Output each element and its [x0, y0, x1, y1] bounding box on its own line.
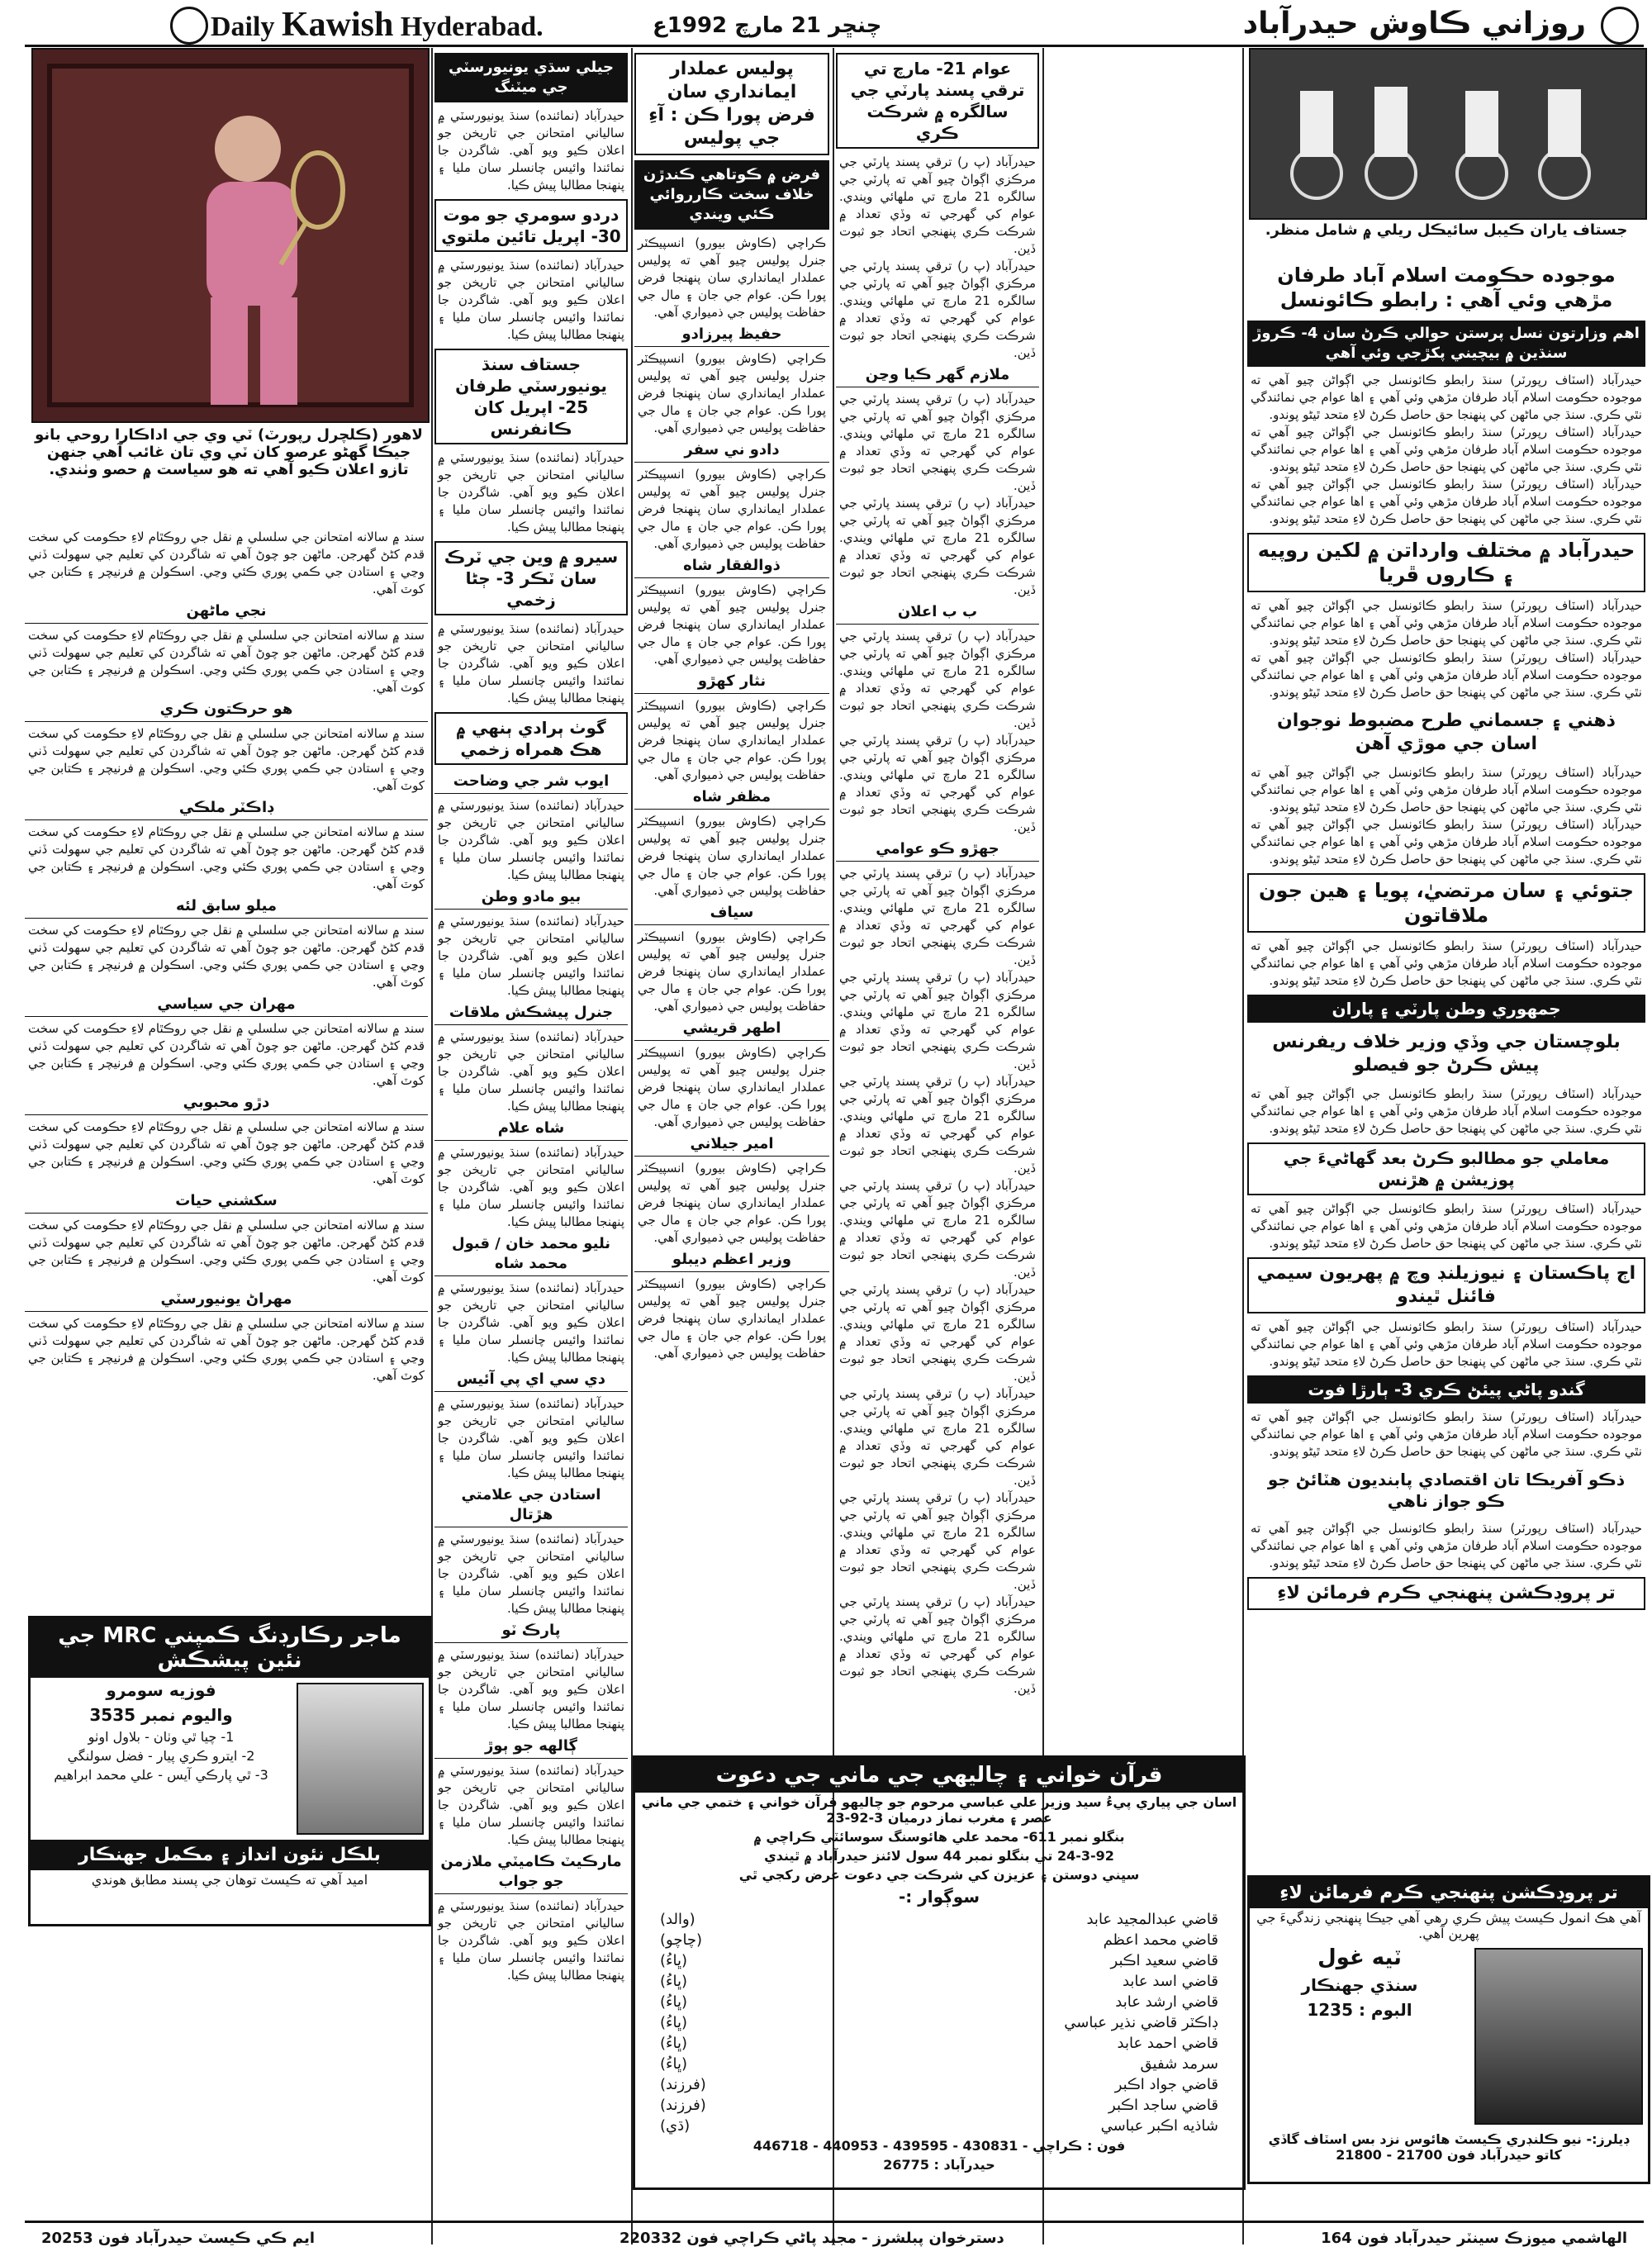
mourner-row — [635, 2033, 1243, 2054]
col1-headline: هو حرڪتون ڪري — [25, 698, 428, 722]
col3-headline: مظفر شاه — [634, 786, 829, 810]
column-5-body: حيدرآباد (اسٽاف رپورٽر) سنڌ رابطو ڪائونسل جي اڳواڻن چيو آهي ته موجوده حڪومت اسلام آباد طرفان مڙهي وئي آهي ۽ اها عوام جي نمائندگي نٿي ڪري. سنڌ جي ماڻهن کي پنهنجا حق حاصل ڪرڻ لاءِ متحد ٿيڻو پوندو. — [1251, 1201, 1642, 1251]
masthead — [25, 5, 1644, 47]
actress-caption-block — [31, 423, 426, 522]
column-2-body: حيدرآباد (نمائنده) سنڌ يونيورسٽي ۾ سالياني امتحانن جي تاريخن جو اعلان ڪيو ويو آهي. شاگردن جا نمائندا وائيس چانسلر سان مليا ۽ پنهنجا مطالبا پيش ڪيا. — [438, 798, 624, 882]
column-2-body: حيدرآباد (نمائنده) سنڌ يونيورسٽي ۾ سالياني امتحانن جي تاريخن جو اعلان ڪيو ويو آهي. شاگردن جا نمائندا وائيس چانسلر سان مليا ۽ پنهنجا مطالبا پيش ڪيا. — [438, 1029, 624, 1114]
production-singer: سنڌي جهنڪار — [1301, 1975, 1418, 1995]
column-1-body: سند ۾ سالانه امتحانن جي سلسلي ۾ نقل جي روڪٿام لاءِ حڪومت کي سخت قدم کڻڻ گهرجن. ماڻهن جو چوڻ آهي ته شاگردن کي تعليم جي سهولت ڏني وڃي ۽ استادن جي ڪمي پوري ڪئي وڃي. اسڪولن ۾ فرنيچر ۽ ڪتابن جي کوٽ آهي. — [28, 824, 425, 891]
col2-headline: بيو مادو وطن — [434, 886, 628, 910]
footer-right: الهاشمي ميوزڪ سينٽر حيدرآباد فون 164 — [1321, 2230, 1627, 2247]
col3-headline: وزير اعظم ديبلو — [634, 1248, 829, 1272]
column-2-body: حيدرآباد (نمائنده) سنڌ يونيورسٽي ۾ سالياني امتحانن جي تاريخن جو اعلان ڪيو ويو آهي. شاگردن جا نمائندا وائيس چانسلر سان مليا ۽ پنهنجا مطالبا پيش ڪيا. — [438, 914, 624, 998]
col5-headline: بلوچستان جي وڏي وزير خلاف ريفرنس پيش ڪرڻ جو فيصلو — [1272, 1032, 1621, 1076]
column-4-body: حيدرآباد (پ ر) ترقي پسند پارٽي جي مرڪزي اڳواڻ چيو آهي ته پارٽي جي سالگره 21 مارچ تي ملهائي ويندي. عوام کي گهرجي ته وڏي تعداد ۾ شرڪت ڪري پنهنجي اتحاد جو ثبوت ڏين. — [839, 1594, 1036, 1696]
col2-headline: مارڪيٽ ڪاميٽي ملازمن جو جواب — [434, 1850, 628, 1894]
col3-headline: دادو ني سفر — [634, 439, 829, 463]
column-4-body: حيدرآباد (پ ر) ترقي پسند پارٽي جي مرڪزي اڳواڻ چيو آهي ته پارٽي جي سالگره 21 مارچ تي ملهائي ويندي. عوام کي گهرجي ته وڏي تعداد ۾ شرڪت ڪري پنهنجي اتحاد جو ثبوت ڏين. — [839, 1178, 1036, 1280]
production-volume: البوم : 1235 — [1307, 2000, 1412, 2020]
column-2-body: حيدرآباد (نمائنده) سنڌ يونيورسٽي ۾ سالياني امتحانن جي تاريخن جو اعلان ڪيو ويو آهي. شاگردن جا نمائندا وائيس چانسلر سان مليا ۽ پنهنجا مطالبا پيش ڪيا. — [438, 1647, 624, 1731]
column-2-body: حيدرآباد (نمائنده) سنڌ يونيورسٽي ۾ سالياني امتحانن جي تاريخن جو اعلان ڪيو ويو آهي. شاگردن جا نمائندا وائيس چانسلر سان مليا ۽ پنهنجا مطالبا پيش ڪيا. — [438, 621, 624, 705]
column-2-body: حيدرآباد (نمائنده) سنڌ يونيورسٽي ۾ سالياني امتحانن جي تاريخن جو اعلان ڪيو ويو آهي. شاگردن جا نمائندا وائيس چانسلر سان مليا ۽ پنهنجا مطالبا پيش ڪيا. — [438, 258, 624, 342]
actress-photo-illustration — [33, 50, 428, 421]
english-title-big: Kawish — [281, 6, 394, 44]
col5-lead-headline: موجوده حڪومت اسلام آباد طرفان مڙهي وئي آهي : رابطو ڪائونسل — [1277, 264, 1616, 311]
col2-headline: پارڪ ٽو — [434, 1619, 628, 1643]
column-4-body: حيدرآباد (پ ر) ترقي پسند پارٽي جي مرڪزي اڳواڻ چيو آهي ته پارٽي جي سالگره 21 مارچ تي ملهائي ويندي. عوام کي گهرجي ته وڏي تعداد ۾ شرڪت ڪري پنهنجي اتحاد جو ثبوت ڏين. — [839, 629, 1036, 730]
col2-headline: جنرل پيشڪش ملاقات — [434, 1001, 628, 1025]
actress-photo — [31, 48, 430, 423]
mourner-name: قاضي محمد اعظم — [1103, 1931, 1218, 1949]
col4-headline: جهڙو ڪو عوامي — [836, 838, 1039, 862]
column-4-body: حيدرآباد (پ ر) ترقي پسند پارٽي جي مرڪزي اڳواڻ چيو آهي ته پارٽي جي سالگره 21 مارچ تي ملهائي ويندي. عوام کي گهرجي ته وڏي تعداد ۾ شرڪت ڪري پنهنجي اتحاد جو ثبوت ڏين. — [839, 1490, 1036, 1592]
mourner-row — [635, 1909, 1243, 1930]
col1-headline: ڊاڪٽر ملڪي — [25, 796, 428, 820]
column-rule — [431, 48, 433, 2244]
col2-headline: گوٺ ٻرادي ٻنهي ۾ هڪ همراه زخمي — [434, 712, 628, 765]
mourner-name: قاضي جواد اڪبر — [1114, 2076, 1218, 2093]
column-2-body: حيدرآباد (نمائنده) سنڌ يونيورسٽي ۾ سالياني امتحانن جي تاريخن جو اعلان ڪيو ويو آهي. شاگردن جا نمائندا وائيس چانسلر سان مليا ۽ پنهنجا مطالبا پيش ڪيا. — [438, 1145, 624, 1229]
col3-headline: امير جيلاني — [634, 1133, 829, 1157]
mourners-title: سوڳوار :- — [898, 1887, 980, 1907]
column-3-body: ڪراچي (ڪاوش بيورو) انسپيڪٽر جنرل پوليس چيو آهي ته پوليس عملدار ايمانداري سان پنهنجا فرض پورا ڪن. عوام جي جان ۽ مال جي حفاظت پوليس جي ذميواري آهي. — [638, 1276, 826, 1361]
mourner-row — [635, 1992, 1243, 2012]
col1-headline: نجي ماڻهن — [25, 600, 428, 624]
column-2-body: حيدرآباد (نمائنده) سنڌ يونيورسٽي ۾ سالياني امتحانن جي تاريخن جو اعلان ڪيو ويو آهي. شاگردن جا نمائندا وائيس چانسلر سان مليا ۽ پنهنجا مطالبا پيش ڪيا. — [438, 1763, 624, 1847]
mourner-row — [635, 2074, 1243, 2095]
mourner-name: سرمد شفيق — [1140, 2055, 1218, 2073]
column-3-body: ڪراچي (ڪاوش بيورو) انسپيڪٽر جنرل پوليس چيو آهي ته پوليس عملدار ايمانداري سان پنهنجا فرض پورا ڪن. عوام جي جان ۽ مال جي حفاظت پوليس جي ذميواري آهي. — [638, 351, 826, 435]
mrc-ad-title: ماجر رڪارڊنگ ڪمپني MRC جي نئين پيشڪش — [31, 1618, 429, 1678]
mourner-relation: (چاچو) — [660, 1931, 703, 1949]
column-3-body: ڪراچي (ڪاوش بيورو) انسپيڪٽر جنرل پوليس چيو آهي ته پوليس عملدار ايمانداري سان پنهنجا فرض پورا ڪن. عوام جي جان ۽ مال جي حفاظت پوليس جي ذميواري آهي. — [638, 235, 826, 320]
quran-phone-hyd: حيدرآباد : 26775 — [883, 2157, 995, 2173]
column-1-body: سند ۾ سالانه امتحانن جي سلسلي ۾ نقل جي روڪٿام لاءِ حڪومت کي سخت قدم کڻڻ گهرجن. ماڻهن جو چوڻ آهي ته شاگردن کي تعليم جي سهولت ڏني وڃي ۽ استادن جي ڪمي پوري ڪئي وڃي. اسڪولن ۾ فرنيچر ۽ ڪتابن جي کوٽ آهي. — [28, 1119, 425, 1186]
mourner-row — [635, 1930, 1243, 1950]
mourner-row — [635, 2012, 1243, 2033]
column-5 — [1247, 254, 1645, 1874]
column-3-body: ڪراچي (ڪاوش بيورو) انسپيڪٽر جنرل پوليس چيو آهي ته پوليس عملدار ايمانداري سان پنهنجا فرض پورا ڪن. عوام جي جان ۽ مال جي حفاظت پوليس جي ذميواري آهي. — [638, 467, 826, 551]
mrc-singer: فوزيه سومرو — [106, 1680, 216, 1700]
column-1-body: سند ۾ سالانه امتحانن جي سلسلي ۾ نقل جي روڪٿام لاءِ حڪومت کي سخت قدم کڻڻ گهرجن. ماڻهن جو چوڻ آهي ته شاگردن کي تعليم جي سهولت ڏني وڃي ۽ استادن جي ڪمي پوري ڪئي وڃي. اسڪولن ۾ فرنيچر ۽ ڪتابن جي کوٽ آهي. — [28, 628, 425, 695]
mourners-list — [635, 1909, 1243, 2136]
mourner-relation: (والد) — [660, 1911, 695, 1928]
col1-headline: مهران جي سياسي — [25, 993, 428, 1017]
column-2-body: حيدرآباد (نمائنده) سنڌ يونيورسٽي ۾ سالياني امتحانن جي تاريخن جو اعلان ڪيو ويو آهي. شاگردن جا نمائندا وائيس چانسلر سان مليا ۽ پنهنجا مطالبا پيش ڪيا. — [438, 1396, 624, 1480]
footer-strip — [25, 2221, 1644, 2256]
column-5-body: حيدرآباد (اسٽاف رپورٽر) سنڌ رابطو ڪائونسل جي اڳواڻن چيو آهي ته موجوده حڪومت اسلام آباد طرفان مڙهي وئي آهي ۽ اها عوام جي نمائندگي نٿي ڪري. سنڌ جي ماڻهن کي پنهنجا حق حاصل ڪرڻ لاءِ متحد ٿيڻو پوندو. — [1251, 1319, 1642, 1369]
mourner-name: قاضي ساجد اڪبر — [1108, 2097, 1218, 2114]
col1-headline: سکشني حيات — [25, 1190, 428, 1214]
col2-headline: نليو محمد خان / قبول محمد شاه — [434, 1233, 628, 1276]
column-5-body: حيدرآباد (اسٽاف رپورٽر) سنڌ رابطو ڪائونسل جي اڳواڻن چيو آهي ته موجوده حڪومت اسلام آباد طرفان مڙهي وئي آهي ۽ اها عوام جي نمائندگي نٿي ڪري. سنڌ جي ماڻهن کي پنهنجا حق حاصل ڪرڻ لاءِ متحد ٿيڻو پوندو. — [1251, 477, 1642, 526]
mourner-relation: (ڀاءُ) — [660, 1952, 688, 1969]
column-3-body: ڪراچي (ڪاوش بيورو) انسپيڪٽر جنرل پوليس چيو آهي ته پوليس عملدار ايمانداري سان پنهنجا فرض پورا ڪن. عوام جي جان ۽ مال جي حفاظت پوليس جي ذميواري آهي. — [638, 1045, 826, 1129]
mrc-ad — [28, 1616, 431, 1926]
mourner-name: ڊاڪٽر قاضي نذير عباسي — [1064, 2014, 1218, 2031]
english-title-small: Daily — [211, 12, 275, 42]
col5-headline: گندو پاڻي پيئڻ ڪري 3- ٻارڙا فوت — [1247, 1375, 1645, 1404]
mourner-name: قاضي اسد عابد — [1122, 1973, 1218, 1990]
col2-headline: سيرو ۾ وين جي ٽرڪ سان ٽڪر 3- ڄڻا زخمي — [434, 541, 628, 615]
english-title — [211, 5, 544, 45]
actress-caption: لاهور (ڪلچرل رپورٽ) ٽي وي جي اداڪارا روحي بانو جيڪا گهڻو عرصو کان ٽي وي تان غائب آهي جنهن تازو اعلان ڪيو آهي ته هو سياست ۾ حصو وٺندي. — [35, 426, 423, 478]
issue-date: چنڇر 21 مارچ 1992ع — [653, 13, 882, 38]
column-5-body: حيدرآباد (اسٽاف رپورٽر) سنڌ رابطو ڪائونسل جي اڳواڻن چيو آهي ته موجوده حڪومت اسلام آباد طرفان مڙهي وئي آهي ۽ اها عوام جي نمائندگي نٿي ڪري. سنڌ جي ماڻهن کي پنهنجا حق حاصل ڪرڻ لاءِ متحد ٿيڻو پوندو. — [1251, 938, 1642, 988]
mourner-name: شاذيه اڪبر عباسي — [1100, 2117, 1218, 2135]
mrc-song: 1- چيا ٿي وٺان - بلاول اوٺو — [88, 1729, 235, 1745]
production-ad — [1247, 1875, 1650, 2184]
quran-ad-line: اسان جي پياري پيءُ سيد وزير علي عباسي مرحوم جو چاليهو قرآن خواني ۽ ختمي جي ماني عصر ۽ مغرب نماز درميان 3-92-23 — [641, 1794, 1237, 1826]
column-1-body: سند ۾ سالانه امتحانن جي سلسلي ۾ نقل جي روڪٿام لاءِ حڪومت کي سخت قدم کڻڻ گهرجن. ماڻهن جو چوڻ آهي ته شاگردن کي تعليم جي سهولت ڏني وڃي ۽ استادن جي ڪمي پوري ڪئي وڃي. اسڪولن ۾ فرنيچر ۽ ڪتابن جي کوٽ آهي. — [28, 1021, 425, 1088]
column-3-body: ڪراچي (ڪاوش بيورو) انسپيڪٽر جنرل پوليس چيو آهي ته پوليس عملدار ايمانداري سان پنهنجا فرض پورا ڪن. عوام جي جان ۽ مال جي حفاظت پوليس جي ذميواري آهي. — [638, 929, 826, 1014]
col1-headline: دڙو محبوبي — [25, 1091, 428, 1115]
column-3 — [634, 48, 829, 1750]
col2-headline: ايوب شر جي وضاحت — [434, 770, 628, 794]
cycle-rally-illustration — [1251, 50, 1645, 218]
col2-headline: جيلي سڌي يونيورسٽي جي ميٽنگ — [434, 53, 628, 102]
column-4-body: حيدرآباد (پ ر) ترقي پسند پارٽي جي مرڪزي اڳواڻ چيو آهي ته پارٽي جي سالگره 21 مارچ تي ملهائي ويندي. عوام کي گهرجي ته وڏي تعداد ۾ شرڪت ڪري پنهنجي اتحاد جو ثبوت ڏين. — [839, 259, 1036, 360]
production-ad-title: تر پروڊڪشن پنهنجي ڪرم فرمائن لاءِ — [1250, 1878, 1648, 1908]
col5-headline: ذهني ۽ جسماني طرح مضبوط نوجوان اسان جي موڙي آهن — [1277, 710, 1616, 754]
cycle-rally-caption-block — [1249, 218, 1644, 251]
mourner-relation: (فرزند) — [660, 2097, 706, 2114]
quran-phone-karachi: فون : ڪراچي - 430831 - 439595 - 440953 - 446718 — [752, 2138, 1126, 2154]
column-2-body: حيدرآباد (نمائنده) سنڌ يونيورسٽي ۾ سالياني امتحانن جي تاريخن جو اعلان ڪيو ويو آهي. شاگردن جا نمائندا وائيس چانسلر سان مليا ۽ پنهنجا مطالبا پيش ڪيا. — [438, 1532, 624, 1616]
column-1-body: سند ۾ سالانه امتحانن جي سلسلي ۾ نقل جي روڪٿام لاءِ حڪومت کي سخت قدم کڻڻ گهرجن. ماڻهن جو چوڻ آهي ته شاگردن کي تعليم جي سهولت ڏني وڃي ۽ استادن جي ڪمي پوري ڪئي وڃي. اسڪولن ۾ فرنيچر ۽ ڪتابن جي کوٽ آهي. — [28, 1218, 425, 1285]
col3-headline: ذوالفقار شاه — [634, 554, 829, 578]
col5-headline: حيدرآباد ۾ مختلف وارداتن ۾ لکين روپيه ۽ ڪاروں ڦريا — [1247, 533, 1645, 592]
quran-ad-line: سڀني دوستن ۽ عزيزن کي شرڪت جي دعوت عرض رکجي ٿي — [738, 1867, 1140, 1883]
mourner-relation: (ڌي) — [660, 2117, 691, 2135]
mourner-row — [635, 1950, 1243, 1971]
col2-headline: دي سي اي پي آئيس — [434, 1368, 628, 1392]
column-2-body: حيدرآباد (نمائنده) سنڌ يونيورسٽي ۾ سالياني امتحانن جي تاريخن جو اعلان ڪيو ويو آهي. شاگردن جا نمائندا وائيس چانسلر سان مليا ۽ پنهنجا مطالبا پيش ڪيا. — [438, 450, 624, 534]
mrc-song: 2- ايترو ڪري پيار - فضل سولنگي — [67, 1748, 255, 1764]
col5-headline: تر پروڊڪشن پنهنجي ڪرم فرمائن لاءِ — [1247, 1577, 1645, 1610]
column-4-body: حيدرآباد (پ ر) ترقي پسند پارٽي جي مرڪزي اڳواڻ چيو آهي ته پارٽي جي سالگره 21 مارچ تي ملهائي ويندي. عوام کي گهرجي ته وڏي تعداد ۾ شرڪت ڪري پنهنجي اتحاد جو ثبوت ڏين. — [839, 970, 1036, 1071]
col5-headline: ذڪو آفريڪا تان اقتصادي پابنديون هٽائڻ جو ڪو جواز ناهي — [1267, 1470, 1626, 1511]
col3-headline: فرض ۾ ڪوتاهي ڪندڙن خلاف سخت ڪارروائي ڪئي ويندي — [634, 160, 829, 230]
mourner-name: قاضي احمد عابد — [1117, 2035, 1218, 2052]
col5-headline: اهم وزارتون نسل پرستن حوالي ڪرڻ سان 4- ڪروڙ سنڌين ۾ بيچيني پکڙجي وئي آهي — [1247, 321, 1645, 367]
masthead-ornament-right — [1601, 7, 1639, 45]
column-5-body: حيدرآباد (اسٽاف رپورٽر) سنڌ رابطو ڪائونسل جي اڳواڻن چيو آهي ته موجوده حڪومت اسلام آباد طرفان مڙهي وئي آهي ۽ اها عوام جي نمائندگي نٿي ڪري. سنڌ جي ماڻهن کي پنهنجا حق حاصل ڪرڻ لاءِ متحد ٿيڻو پوندو. — [1251, 650, 1642, 700]
column-4-body: حيدرآباد (پ ر) ترقي پسند پارٽي جي مرڪزي اڳواڻ چيو آهي ته پارٽي جي سالگره 21 مارچ تي ملهائي ويندي. عوام کي گهرجي ته وڏي تعداد ۾ شرڪت ڪري پنهنجي اتحاد جو ثبوت ڏين. — [839, 392, 1036, 493]
col2-headline: ڳالهه جو ٻوڙ — [434, 1735, 628, 1759]
mrc-album: واليوم نمبر 3535 — [89, 1705, 233, 1725]
production-address: ڊيلرز:- نيو ڪلنڊري ڪيسٽ هائوس نزد بس اسٽاف گاڏي کاتو حيدرآباد فون 21700 - 21800 — [1268, 2131, 1630, 2163]
col4-lead-headline: عوام 21- مارچ تي ترقي پسند پارٽي جي سالگره ۾ شرڪت ڪري — [836, 53, 1039, 149]
column-4-body: حيدرآباد (پ ر) ترقي پسند پارٽي جي مرڪزي اڳواڻ چيو آهي ته پارٽي جي سالگره 21 مارچ تي ملهائي ويندي. عوام کي گهرجي ته وڏي تعداد ۾ شرڪت ڪري پنهنجي اتحاد جو ثبوت ڏين. — [839, 1074, 1036, 1176]
mrc-cassette-image — [297, 1683, 424, 1835]
col2-headline: استادن جي علامتي هڙتال — [434, 1484, 628, 1527]
cycle-rally-caption: جستاف ياران ڪيبل سائيڪل ريلي ۾ شامل منظر. — [1265, 221, 1628, 239]
col4-headline: ملازم گهر ڪيا وڃن — [836, 363, 1039, 387]
column-2 — [434, 48, 628, 2179]
mrc-song: 3- ٿي پارڪي آيس - علي محمد ابراهيم — [54, 1767, 268, 1783]
mourner-relation: (ڀاءُ) — [660, 2055, 688, 2073]
column-1-body: سند ۾ سالانه امتحانن جي سلسلي ۾ نقل جي روڪٿام لاءِ حڪومت کي سخت قدم کڻڻ گهرجن. ماڻهن جو چوڻ آهي ته شاگردن کي تعليم جي سهولت ڏني وڃي ۽ استادن جي ڪمي پوري ڪئي وڃي. اسڪولن ۾ فرنيچر ۽ ڪتابن جي کوٽ آهي. — [28, 530, 425, 596]
column-5-body: حيدرآباد (اسٽاف رپورٽر) سنڌ رابطو ڪائونسل جي اڳواڻن چيو آهي ته موجوده حڪومت اسلام آباد طرفان مڙهي وئي آهي ۽ اها عوام جي نمائندگي نٿي ڪري. سنڌ جي ماڻهن کي پنهنجا حق حاصل ڪرڻ لاءِ متحد ٿيڻو پوندو. — [1251, 1521, 1642, 1570]
col3-headline: سياف — [634, 901, 829, 925]
production-album: ٽيه غول — [1317, 1945, 1402, 1970]
footer-mid: دسترخوان پبلشرز - مجيد پاڻي ڪراچي فون 220332 — [620, 2230, 1004, 2247]
col1-headline: مهراڻ يونيورسٽي — [25, 1288, 428, 1312]
mourner-name: قاضي ارشد عابد — [1115, 1993, 1218, 2011]
mourner-row — [635, 2095, 1243, 2116]
mrc-note: اميد آهي ته ڪيسٽ توهان جي پسند مطابق هوندي — [91, 1872, 368, 1888]
column-2-body: حيدرآباد (نمائنده) سنڌ يونيورسٽي ۾ سالياني امتحانن جي تاريخن جو اعلان ڪيو ويو آهي. شاگردن جا نمائندا وائيس چانسلر سان مليا ۽ پنهنجا مطالبا پيش ڪيا. — [438, 1280, 624, 1365]
col2-headline: دردو سومري جو موت 30- اپريل تائين ملتوي — [434, 199, 628, 252]
column-4-body: حيدرآباد (پ ر) ترقي پسند پارٽي جي مرڪزي اڳواڻ چيو آهي ته پارٽي جي سالگره 21 مارچ تي ملهائي ويندي. عوام کي گهرجي ته وڏي تعداد ۾ شرڪت ڪري پنهنجي اتحاد جو ثبوت ڏين. — [839, 496, 1036, 597]
column-5-body: حيدرآباد (اسٽاف رپورٽر) سنڌ رابطو ڪائونسل جي اڳواڻن چيو آهي ته موجوده حڪومت اسلام آباد طرفان مڙهي وئي آهي ۽ اها عوام جي نمائندگي نٿي ڪري. سنڌ جي ماڻهن کي پنهنجا حق حاصل ڪرڻ لاءِ متحد ٿيڻو پوندو. — [1251, 425, 1642, 474]
column-2-body: حيدرآباد (نمائنده) سنڌ يونيورسٽي ۾ سالياني امتحانن جي تاريخن جو اعلان ڪيو ويو آهي. شاگردن جا نمائندا وائيس چانسلر سان مليا ۽ پنهنجا مطالبا پيش ڪيا. — [438, 1898, 624, 1983]
col3-headline: اطهر قريشي — [634, 1017, 829, 1041]
column-2-body: حيدرآباد (نمائنده) سنڌ يونيورسٽي ۾ سالياني امتحانن جي تاريخن جو اعلان ڪيو ويو آهي. شاگردن جا نمائندا وائيس چانسلر سان مليا ۽ پنهنجا مطالبا پيش ڪيا. — [438, 108, 624, 192]
column-5-body: حيدرآباد (اسٽاف رپورٽر) سنڌ رابطو ڪائونسل جي اڳواڻن چيو آهي ته موجوده حڪومت اسلام آباد طرفان مڙهي وئي آهي ۽ اها عوام جي نمائندگي نٿي ڪري. سنڌ جي ماڻهن کي پنهنجا حق حاصل ڪرڻ لاءِ متحد ٿيڻو پوندو. — [1251, 1409, 1642, 1459]
column-4-body: حيدرآباد (پ ر) ترقي پسند پارٽي جي مرڪزي اڳواڻ چيو آهي ته پارٽي جي سالگره 21 مارچ تي ملهائي ويندي. عوام کي گهرجي ته وڏي تعداد ۾ شرڪت ڪري پنهنجي اتحاد جو ثبوت ڏين. — [839, 1282, 1036, 1384]
column-4-body: حيدرآباد (پ ر) ترقي پسند پارٽي جي مرڪزي اڳواڻ چيو آهي ته پارٽي جي سالگره 21 مارچ تي ملهائي ويندي. عوام کي گهرجي ته وڏي تعداد ۾ شرڪت ڪري پنهنجي اتحاد جو ثبوت ڏين. — [839, 733, 1036, 834]
sindhi-title: روزاني ڪاوش حيدرآباد — [1242, 7, 1586, 40]
column-3-body: ڪراچي (ڪاوش بيورو) انسپيڪٽر جنرل پوليس چيو آهي ته پوليس عملدار ايمانداري سان پنهنجا فرض پورا ڪن. عوام جي جان ۽ مال جي حفاظت پوليس جي ذميواري آهي. — [638, 582, 826, 667]
cycle-rally-photo — [1249, 48, 1647, 220]
mourner-relation: (ڀاءُ) — [660, 1993, 688, 2011]
col5-headline: اڄ پاڪستان ۽ نيوزيلنڊ وچ ۾ پهريون سيمي فائنل ٿيندو — [1247, 1257, 1645, 1313]
mourner-row — [635, 2116, 1243, 2136]
mourner-relation: (ڀاءُ) — [660, 1973, 688, 1990]
column-4 — [836, 48, 1039, 1750]
column-1 — [25, 529, 428, 1603]
mrc-tagline: بلڪل نئون انداز ۽ مڪمل جهنڪار — [31, 1840, 429, 1870]
quran-khwani-ad — [633, 1755, 1246, 2190]
mourner-relation: (ڀاءُ) — [660, 2035, 688, 2052]
column-3-body: ڪراچي (ڪاوش بيورو) انسپيڪٽر جنرل پوليس چيو آهي ته پوليس عملدار ايمانداري سان پنهنجا فرض پورا ڪن. عوام جي جان ۽ مال جي حفاظت پوليس جي ذميواري آهي. — [638, 1161, 826, 1245]
col5-headline: جتوئي ۽ سان مرتضيٰ، پويا ۽ هين جون ملاقاتون — [1247, 873, 1645, 933]
mourner-row — [635, 1971, 1243, 1992]
col2-headline: شاه علام — [434, 1117, 628, 1141]
column-5-body: حيدرآباد (اسٽاف رپورٽر) سنڌ رابطو ڪائونسل جي اڳواڻن چيو آهي ته موجوده حڪومت اسلام آباد طرفان مڙهي وئي آهي ۽ اها عوام جي نمائندگي نٿي ڪري. سنڌ جي ماڻهن کي پنهنجا حق حاصل ڪرڻ لاءِ متحد ٿيڻو پوندو. — [1251, 373, 1642, 422]
quran-ad-title: قرآن خواني ۽ چاليهي جي ماني جي دعوت — [635, 1758, 1243, 1793]
col4-headline: ب ب اعلان — [836, 601, 1039, 625]
column-3-body: ڪراچي (ڪاوش بيورو) انسپيڪٽر جنرل پوليس چيو آهي ته پوليس عملدار ايمانداري سان پنهنجا فرض پورا ڪن. عوام جي جان ۽ مال جي حفاظت پوليس جي ذميواري آهي. — [638, 698, 826, 782]
english-city: Hyderabad. — [400, 12, 544, 42]
column-1-body: سند ۾ سالانه امتحانن جي سلسلي ۾ نقل جي روڪٿام لاءِ حڪومت کي سخت قدم کڻڻ گهرجن. ماڻهن جو چوڻ آهي ته شاگردن کي تعليم جي سهولت ڏني وڃي ۽ استادن جي ڪمي پوري ڪئي وڃي. اسڪولن ۾ فرنيچر ۽ ڪتابن جي کوٽ آهي. — [28, 726, 425, 793]
col1-headline: ميلو سابق لئه — [25, 895, 428, 919]
column-1-body: سند ۾ سالانه امتحانن جي سلسلي ۾ نقل جي روڪٿام لاءِ حڪومت کي سخت قدم کڻڻ گهرجن. ماڻهن جو چوڻ آهي ته شاگردن کي تعليم جي سهولت ڏني وڃي ۽ استادن جي ڪمي پوري ڪئي وڃي. اسڪولن ۾ فرنيچر ۽ ڪتابن جي کوٽ آهي. — [28, 923, 425, 990]
production-desc: آهي هڪ انمول ڪيسٽ پيش ڪري رهي آهي جيڪا پنهنجي زندگيءَ جي پهرين آهي. — [1256, 1910, 1641, 1941]
mourner-row — [635, 2054, 1243, 2074]
production-singer-photo — [1474, 1948, 1643, 2125]
col3-lead-headline: پوليس عملدار ايمانداري سان فرض پورا ڪن : آءِ جي پوليس — [634, 53, 829, 155]
col2-headline: جستاف سنڌ يونيورسٽي طرفان 25- اپريل کان ڪانفرنس — [434, 349, 628, 444]
masthead-ornament-left — [170, 7, 208, 45]
quran-ad-line: بنگلو نمبر 611- محمد علي هائوسنگ سوسائٽي ڪراچي ۾ — [753, 1829, 1125, 1845]
mourner-relation: (ڀاءُ) — [660, 2014, 688, 2031]
column-4-body: حيدرآباد (پ ر) ترقي پسند پارٽي جي مرڪزي اڳواڻ چيو آهي ته پارٽي جي سالگره 21 مارچ تي ملهائي ويندي. عوام کي گهرجي ته وڏي تعداد ۾ شرڪت ڪري پنهنجي اتحاد جو ثبوت ڏين. — [839, 154, 1036, 256]
col5-headline: معاملي جو مطالبو ڪرڻ بعد گهاڻيءَ جي پوزيشن ۾ هڙنس — [1247, 1142, 1645, 1195]
column-1-body: سند ۾ سالانه امتحانن جي سلسلي ۾ نقل جي روڪٿام لاءِ حڪومت کي سخت قدم کڻڻ گهرجن. ماڻهن جو چوڻ آهي ته شاگردن کي تعليم جي سهولت ڏني وڃي ۽ استادن جي ڪمي پوري ڪئي وڃي. اسڪولن ۾ فرنيچر ۽ ڪتابن جي کوٽ آهي. — [28, 1316, 425, 1383]
column-4-body: حيدرآباد (پ ر) ترقي پسند پارٽي جي مرڪزي اڳواڻ چيو آهي ته پارٽي جي سالگره 21 مارچ تي ملهائي ويندي. عوام کي گهرجي ته وڏي تعداد ۾ شرڪت ڪري پنهنجي اتحاد جو ثبوت ڏين. — [839, 866, 1036, 967]
mourner-name: قاضي عبدالمجيد عابد — [1086, 1911, 1218, 1928]
footer-left: ايم ڪي ڪيسٽ حيدرآباد فون 20253 — [41, 2230, 316, 2247]
column-4-body: حيدرآباد (پ ر) ترقي پسند پارٽي جي مرڪزي اڳواڻ چيو آهي ته پارٽي جي سالگره 21 مارچ تي ملهائي ويندي. عوام کي گهرجي ته وڏي تعداد ۾ شرڪت ڪري پنهنجي اتحاد جو ثبوت ڏين. — [839, 1386, 1036, 1488]
column-5-body: حيدرآباد (اسٽاف رپورٽر) سنڌ رابطو ڪائونسل جي اڳواڻن چيو آهي ته موجوده حڪومت اسلام آباد طرفان مڙهي وئي آهي ۽ اها عوام جي نمائندگي نٿي ڪري. سنڌ جي ماڻهن کي پنهنجا حق حاصل ڪرڻ لاءِ متحد ٿيڻو پوندو. — [1251, 598, 1642, 648]
col5-headline: جمهوري وطن پارٽي ۽ پاران — [1247, 995, 1645, 1023]
col3-headline: نثار کهڙو — [634, 670, 829, 694]
column-5-body: حيدرآباد (اسٽاف رپورٽر) سنڌ رابطو ڪائونسل جي اڳواڻن چيو آهي ته موجوده حڪومت اسلام آباد طرفان مڙهي وئي آهي ۽ اها عوام جي نمائندگي نٿي ڪري. سنڌ جي ماڻهن کي پنهنجا حق حاصل ڪرڻ لاءِ متحد ٿيڻو پوندو. — [1251, 817, 1642, 867]
col3-headline: حفيظ پيرزادو — [634, 323, 829, 347]
quran-ad-line: 24-3-92 تي بنگلو نمبر 44 سول لائنز حيدرآباد ۾ ٿيندي — [764, 1848, 1114, 1864]
mourner-relation: (فرزند) — [660, 2076, 706, 2093]
column-5-body: حيدرآباد (اسٽاف رپورٽر) سنڌ رابطو ڪائونسل جي اڳواڻن چيو آهي ته موجوده حڪومت اسلام آباد طرفان مڙهي وئي آهي ۽ اها عوام جي نمائندگي نٿي ڪري. سنڌ جي ماڻهن کي پنهنجا حق حاصل ڪرڻ لاءِ متحد ٿيڻو پوندو. — [1251, 765, 1642, 815]
column-3-body: ڪراچي (ڪاوش بيورو) انسپيڪٽر جنرل پوليس چيو آهي ته پوليس عملدار ايمانداري سان پنهنجا فرض پورا ڪن. عوام جي جان ۽ مال جي حفاظت پوليس جي ذميواري آهي. — [638, 814, 826, 898]
mourner-name: قاضي سعيد اڪبر — [1110, 1952, 1218, 1969]
column-5-body: حيدرآباد (اسٽاف رپورٽر) سنڌ رابطو ڪائونسل جي اڳواڻن چيو آهي ته موجوده حڪومت اسلام آباد طرفان مڙهي وئي آهي ۽ اها عوام جي نمائندگي نٿي ڪري. سنڌ جي ماڻهن کي پنهنجا حق حاصل ڪرڻ لاءِ متحد ٿيڻو پوندو. — [1251, 1086, 1642, 1136]
